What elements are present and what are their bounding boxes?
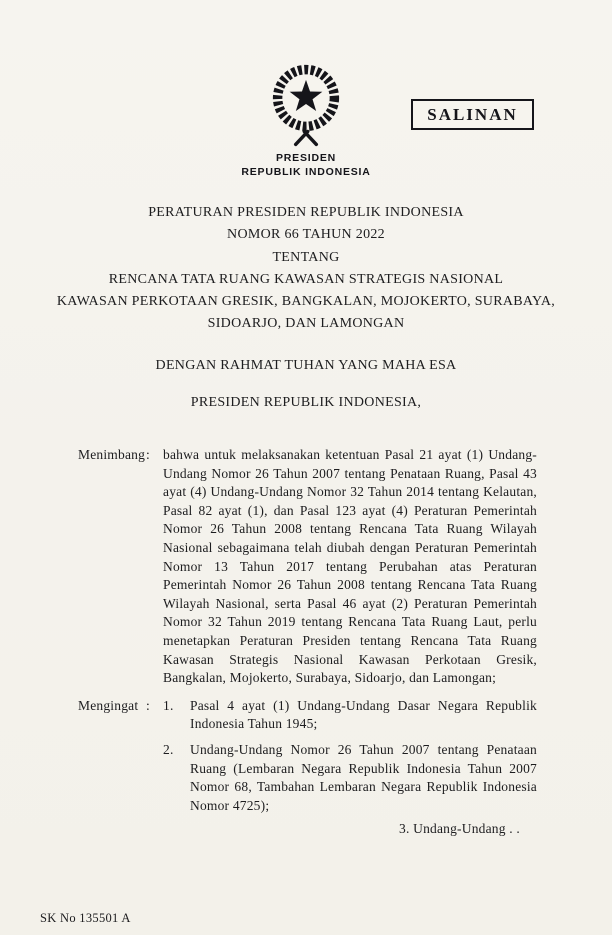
regulation-title	[0, 202, 612, 336]
mengingat-list	[163, 697, 537, 816]
item-text: Pasal 4 ayat (1) Undang-Undang Dasar Negara Republik Indonesia Tahun 1945;	[190, 697, 537, 732]
mengingat-label: Mengingat	[78, 697, 139, 713]
salinan-stamp	[411, 99, 534, 130]
title-line-subject-2: KAWASAN PERKOTAAN GRESIK, BANGKALAN, MOJOKERTO, SURABAYA,	[56, 294, 556, 310]
title-line-tentang: TENTANG	[272, 249, 340, 265]
letterhead-presiden: PRESIDEN	[275, 152, 337, 164]
title-line-nomor: NOMOR 66 TAHUN 2022	[227, 227, 385, 243]
item-text: Undang-Undang Nomor 26 Tahun 2007 tentang Penataan Ruang (Lembaran Negara Republik Indonesia Tahun 2007 Nomor 68, Tambahan Lembaran Negara Republik Indonesia Nomor 4725);	[190, 741, 537, 813]
mengingat-colon: :	[146, 697, 150, 713]
item-number: 2.	[163, 741, 174, 757]
title-line-subject-1: RENCANA TATA RUANG KAWASAN STRATEGIS NASIONAL	[108, 271, 504, 287]
salinan-stamp-label: SALINAN	[427, 104, 518, 124]
title-line-subject-3: SIDOARJO, DAN LAMONGAN	[207, 316, 405, 332]
invocation-line: DENGAN RAHMAT TUHAN YANG MAHA ESA	[155, 358, 457, 373]
item-number: 1.	[163, 697, 174, 713]
salutation-line: PRESIDEN REPUBLIK INDONESIA,	[190, 395, 422, 410]
document-body	[78, 446, 537, 839]
mengingat-item-2	[163, 741, 537, 815]
mengingat-item-1	[163, 697, 537, 734]
presidential-seal-icon	[263, 57, 349, 151]
letterhead	[0, 152, 612, 178]
menimbang-colon: :	[146, 447, 150, 462]
footer-document-code: SK No 135501 A	[40, 911, 131, 925]
menimbang-text: bahwa untuk melaksanakan ketentuan Pasal 21 ayat (1) Undang-Undang Nomor 26 Tahun 2007 tentang Penataan Ruang, Pasal 43 ayat (4) Undang-Undang Nomor 32 Tahun 2014 tentang Kelautan, Pasal 82 ayat (1), dan Pasal 123 ayat (4) Peraturan Pemerintah Nomor 26 Tahun 2008 tentang Rencana Tata Ruang Wilayah Nasional sebagaimana telah diubah dengan Peraturan Pemerintah Nomor 13 Tahun 2017 tentang Perubahan atas Peraturan Pemerintah Nomor 26 Tahun 2008 tentang Rencana Tata Ruang Wilayah Nasional, serta Pasal 46 ayat (2) Peraturan Pemerintah Nomor 32 Tahun 2019 tentang Rencana Tata Ruang Laut, perlu menetapkan Peraturan Presiden tentang Rencana Tata Ruang Kawasan Strategis Nasional Kawasan Perkotaan Gresik, Bangkalan, Mojokerto, Surabaya, Sidoarjo, dan Lamongan;	[163, 447, 537, 686]
letterhead-republik-indonesia: REPUBLIK INDONESIA	[241, 166, 371, 178]
catchword-continuation: 3. Undang-Undang . .	[399, 821, 520, 837]
title-line-peraturan: PERATURAN PRESIDEN REPUBLIK INDONESIA	[148, 205, 464, 220]
menimbang-label: Menimbang	[78, 447, 146, 462]
menimbang-section	[78, 446, 537, 688]
mengingat-section	[78, 697, 537, 816]
